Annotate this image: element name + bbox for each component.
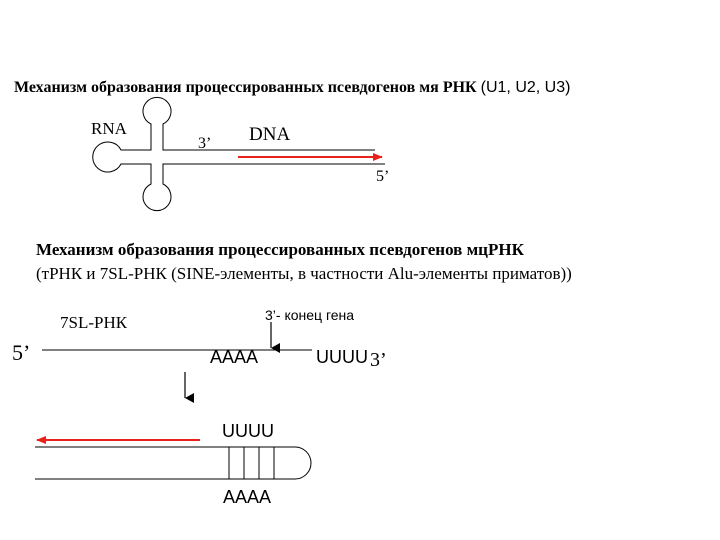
label-7sl-rna: 7SL-РНК	[60, 313, 128, 332]
trna-top-loop	[143, 97, 171, 130]
section1-title	[14, 79, 570, 97]
gene-end-label: 3’- конец гена	[265, 307, 355, 323]
uuuu-label-loop: UUUU	[222, 421, 274, 441]
five-prime-label-2: 5’	[12, 340, 31, 365]
section2-title-line1: Механизм образования процессированных псевдогенов мцРНК	[36, 240, 524, 259]
trna-stems	[130, 130, 185, 178]
trna-left-loop	[93, 142, 130, 172]
trna-bottom-loop	[143, 178, 171, 211]
hairpin	[35, 447, 311, 479]
rna-label: RNA	[91, 119, 127, 138]
uuuu-label-top: UUUU	[316, 347, 368, 367]
dna-label: DNA	[249, 124, 291, 145]
section1-title-bold: Механизм образования процессированных псевдогенов мя РНК	[14, 79, 477, 96]
five-prime-label-1: 5’	[376, 168, 390, 185]
section1-title-plain: (U1, U2, U3)	[480, 79, 571, 96]
three-prime-label-2: 3’	[370, 349, 387, 371]
trna-cloverleaf	[93, 97, 185, 210]
hairpin-loop	[295, 447, 311, 479]
aaaa-label-loop: AAAA	[223, 487, 272, 507]
aaaa-label-top: AAAA	[210, 347, 259, 367]
three-prime-label-1: 3’	[198, 135, 212, 152]
section2-title-line2: (тРНК и 7SL-РНК (SINE-элементы, в частности Alu-элементы приматов))	[36, 264, 572, 283]
